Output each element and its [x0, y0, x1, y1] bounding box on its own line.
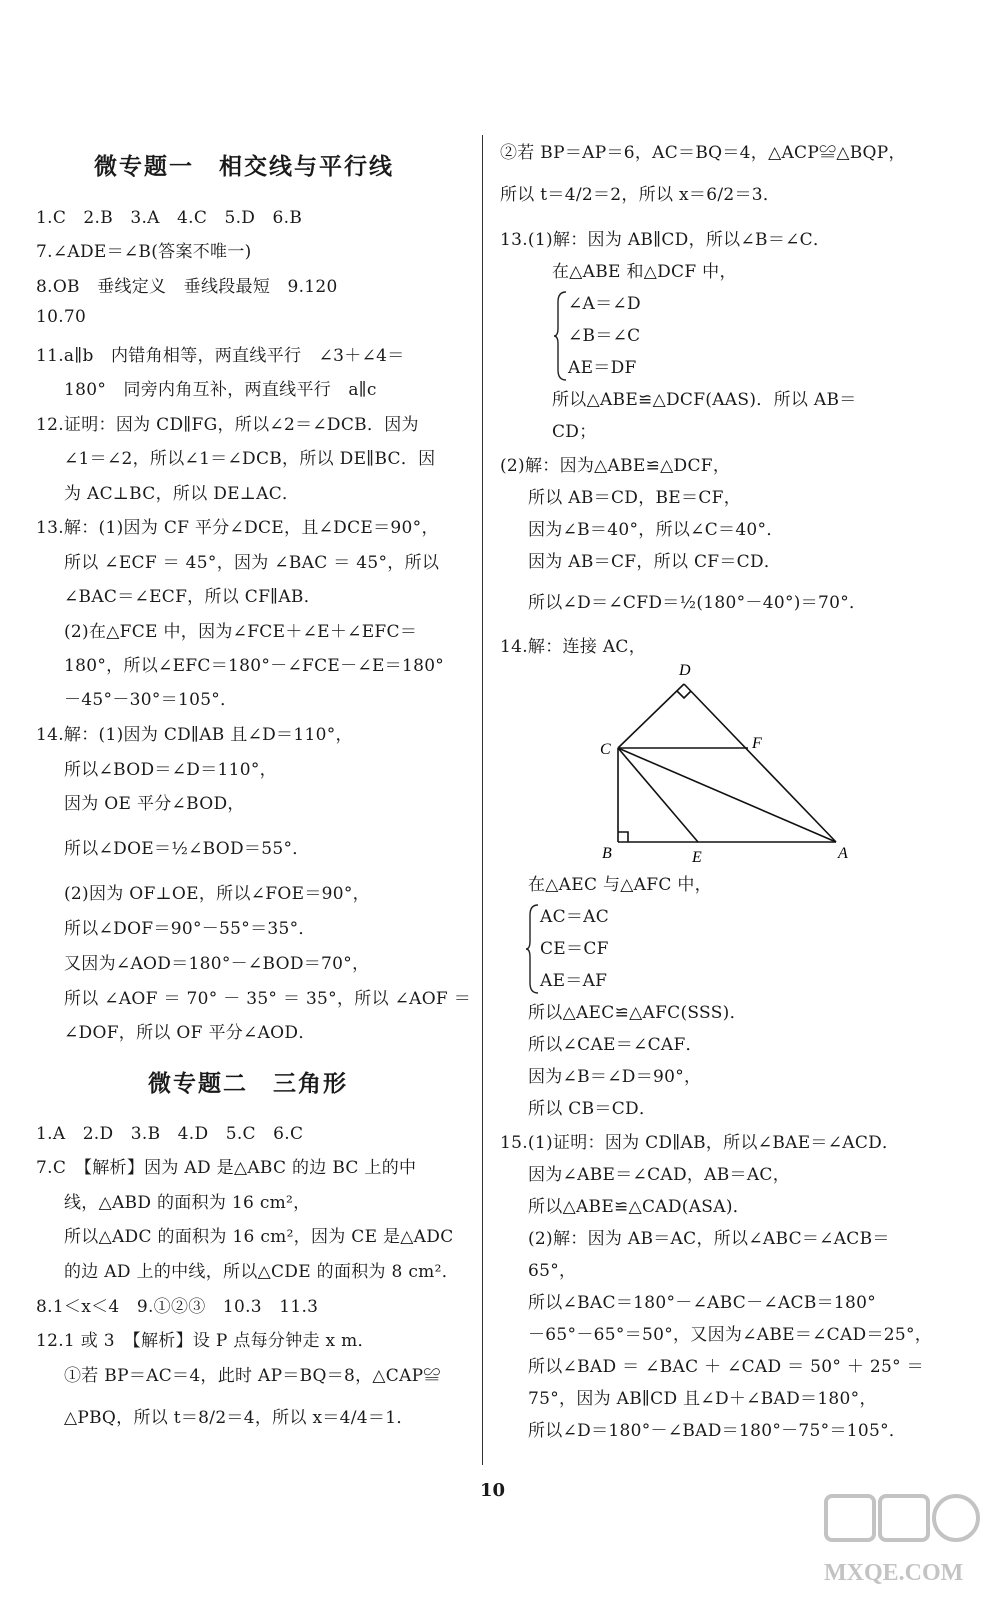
answer-line: ②若 BP＝AP＝6，AC＝BQ＝4，△ACP≌△BQP，	[500, 143, 906, 163]
answer-line: 75°，因为 AB∥CD 且∠D＋∠BAD＝180°，	[528, 1389, 877, 1409]
answer-line: －65°－65°＝50°，又因为∠ABE＝∠CAD＝25°，	[528, 1325, 933, 1345]
answer-line: 12.证明：因为 CD∥FG，所以∠2＝∠DCB．因为	[36, 415, 419, 435]
answer-line: 因为∠ABE＝∠CAD，AB＝AC，	[528, 1165, 791, 1185]
answer-line: ∠BAC＝∠ECF，所以 CF∥AB．	[64, 587, 322, 607]
answer-line: －45°－30°＝105°．	[64, 690, 238, 710]
answer-line: (2)解：因为△ABE≌△DCF，	[500, 456, 731, 476]
answer-line: ①若 BP＝AC＝4，此时 AP＝BQ＝8，△CAP≌	[64, 1366, 441, 1386]
label-f: F	[752, 735, 762, 752]
answer-line: (2)在△FCE 中，因为∠FCE＋∠E＋∠EFC＝	[64, 622, 418, 642]
answer-line: 因为∠B＝40°，所以∠C＝40°．	[528, 520, 784, 540]
answer-line: 所以∠BAD ＝ ∠BAC ＋ ∠CAD ＝ 50° ＋ 25° ＝	[528, 1357, 924, 1377]
page-number: 10	[480, 1480, 506, 1501]
answer-line: 8.1＜x＜4 9.①②③ 10.3 11.3	[36, 1297, 319, 1317]
answer-line: 因为 AB＝CF，所以 CF＝CD．	[528, 552, 782, 572]
answer-line: 所以∠D＝∠CFD＝½(180°－40°)＝70°．	[528, 593, 867, 613]
label-a: A	[838, 845, 848, 862]
answer-line: 所以△ABE≌△CAD(ASA)．	[528, 1197, 751, 1217]
section-title-2: 微专题二 三角形	[148, 1071, 348, 1097]
answer-line: 又因为∠AOD＝180°－∠BOD＝70°，	[64, 954, 370, 974]
answer-line: 1.A 2.D 3.B 4.D 5.C 6.C	[36, 1124, 304, 1144]
answer-line: 为 AC⊥BC，所以 DE⊥AC．	[64, 484, 300, 504]
column-divider	[482, 135, 483, 1465]
label-c: C	[600, 741, 611, 758]
answer-line: 13.(1)解：因为 AB∥CD，所以∠B＝∠C．	[500, 230, 831, 250]
answer-line: 所以△ADC 的面积为 16 cm²，因为 CE 是△ADC	[64, 1227, 454, 1247]
answer-line: (2)因为 OF⊥OE，所以∠FOE＝90°，	[64, 884, 370, 904]
answer-line: 180°，所以∠EFC＝180°－∠FCE－∠E＝180°	[64, 656, 445, 676]
answer-line: 所以∠D＝180°－∠BAD＝180°－75°＝105°．	[528, 1421, 907, 1441]
answer-line: 在△ABE 和△DCF 中，	[552, 262, 737, 282]
answer-line: △PBQ，所以 t＝8/2＝4，所以 x＝4/4＝1．	[64, 1408, 414, 1428]
answer-line: 所以∠DOE＝½∠BOD＝55°．	[64, 839, 310, 859]
answer-line: 所以 ∠ECF ＝ 45°，因为 ∠BAC ＝ 45°，所以	[64, 553, 440, 573]
answer-line: 10.70	[36, 307, 87, 327]
answer-line: 所以 t＝4/2＝2，所以 x＝6/2＝3．	[500, 185, 781, 205]
answer-line: 线，△ABD 的面积为 16 cm²，	[64, 1193, 311, 1213]
answer-line: 11.a∥b 内错角相等，两直线平行 ∠3＋∠4＝	[36, 346, 405, 366]
answer-line: 180° 同旁内角互补，两直线平行 a∥c	[64, 380, 377, 400]
answer-line: 1.C 2.B 3.A 4.C 5.D 6.B	[36, 208, 303, 228]
answer-line: 所以 AB＝CD，BE＝CF，	[528, 488, 742, 508]
answer-line: 所以∠DOF＝90°－55°＝35°．	[64, 919, 316, 939]
condition-line: AE＝DF	[568, 358, 637, 378]
geometry-figure	[590, 658, 870, 868]
answer-line: 65°，	[528, 1261, 577, 1281]
label-e: E	[692, 849, 702, 866]
answer-line: 所以 ∠AOF ＝ 70° － 35° ＝ 35°，所以 ∠AOF ＝	[64, 989, 472, 1009]
answer-line: 所以△AEC≌△AFC(SSS)．	[528, 1003, 747, 1023]
answer-line: ∠DOF，所以 OF 平分∠AOD．	[64, 1023, 316, 1043]
answer-line: CD；	[552, 422, 597, 442]
label-b: B	[602, 845, 612, 862]
answer-line: 所以 CB＝CD．	[528, 1099, 657, 1119]
answer-line: 7.∠ADE＝∠B(答案不唯一)	[36, 242, 252, 262]
answer-line: 所以△ABE≌△DCF(AAS)．所以 AB＝	[552, 390, 857, 410]
condition-line: ∠A＝∠D	[568, 294, 641, 314]
brace-icon	[554, 290, 568, 382]
answer-line: 15.(1)证明：因为 CD∥AB，所以∠BAE＝∠ACD．	[500, 1133, 900, 1153]
answer-line: 因为 OE 平分∠BOD，	[64, 794, 245, 814]
answer-line: ∠1＝∠2，所以∠1＝∠DCB，所以 DE∥BC．因	[64, 449, 436, 469]
answer-line: 所以∠BOD＝∠D＝110°，	[64, 760, 277, 780]
answer-line: 8.OB 垂线定义 垂线段最短 9.120	[36, 277, 338, 297]
answer-line: 因为∠B＝∠D＝90°，	[528, 1067, 702, 1087]
answer-line: 14.解：连接 AC，	[500, 637, 647, 657]
answer-line: 14.解：(1)因为 CD∥AB 且∠D＝110°，	[36, 725, 353, 745]
label-d: D	[679, 662, 691, 679]
answer-line: 的边 AD 上的中线，所以△CDE 的面积为 8 cm²．	[64, 1262, 460, 1282]
condition-line: CE＝CF	[540, 939, 609, 959]
condition-line: AE＝AF	[540, 971, 608, 991]
answer-line: 12.1 或 3 【解析】设 P 点每分钟走 x m．	[36, 1331, 375, 1351]
answer-line: 所以∠CAE＝∠CAF．	[528, 1035, 703, 1055]
answer-line: 13.解：(1)因为 CF 平分∠DCE，且∠DCE＝90°，	[36, 518, 439, 538]
watermark-logo	[818, 1490, 988, 1590]
answer-line: 7.C 【解析】因为 AD 是△ABC 的边 BC 上的中	[36, 1158, 417, 1178]
brace-icon	[526, 903, 540, 995]
condition-line: AC＝AC	[540, 907, 610, 927]
watermark-text: MXQE.COM	[824, 1560, 964, 1586]
section-title-1: 微专题一 相交线与平行线	[94, 154, 394, 180]
answer-line: 在△AEC 与△AFC 中，	[528, 875, 712, 895]
answer-line: (2)解：因为 AB＝AC，所以∠ABC＝∠ACB＝	[528, 1229, 890, 1249]
answer-line: 所以∠BAC＝180°－∠ABC－∠ACB＝180°	[528, 1293, 877, 1313]
condition-line: ∠B＝∠C	[568, 326, 641, 346]
